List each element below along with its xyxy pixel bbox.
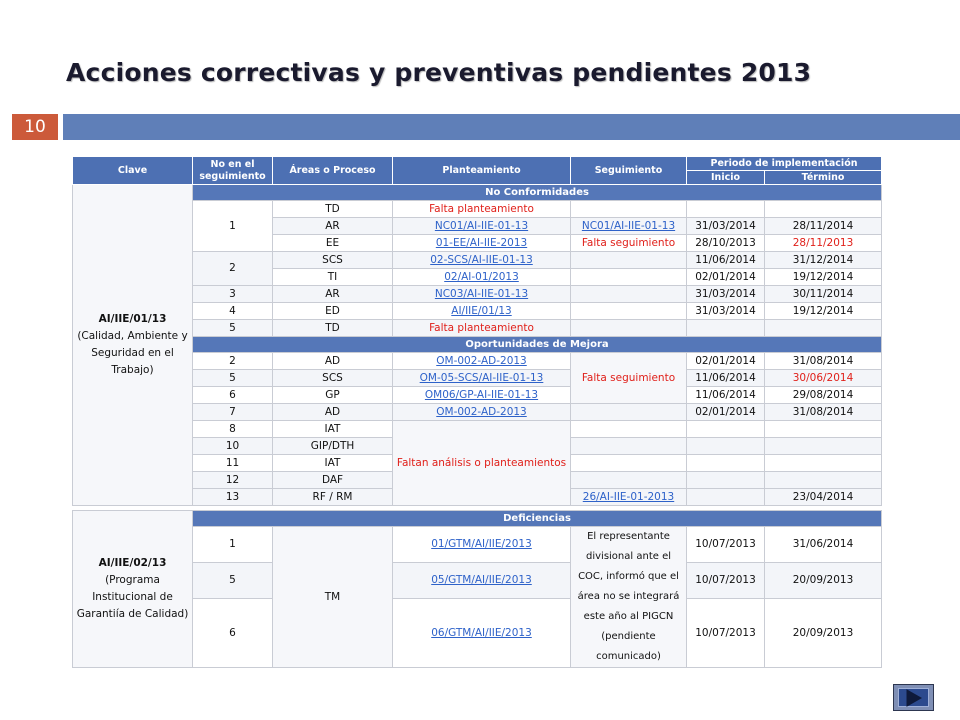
seg-cell [571,269,687,286]
termino-cell [765,472,882,489]
termino-cell: 19/12/2014 [765,303,882,320]
seg-cell [571,404,687,421]
inicio-cell [687,421,765,438]
seg-cell-om: Falta seguimiento [571,353,687,404]
inicio-cell: 10/07/2013 [687,599,765,668]
deficiencias-table [72,510,882,668]
inicio-cell: 11/06/2014 [687,252,765,269]
plan-cell-merged: Faltan análisis o planteamientos [393,421,571,506]
no-cell: 11 [193,455,273,472]
inicio-cell: 28/10/2013 [687,235,765,252]
plan-link[interactable]: 05/GTM/AI/IIE/2013 [431,574,532,587]
area-cell: TI [273,269,393,286]
area-cell: EE [273,235,393,252]
area-cell: TD [273,320,393,337]
seg-cell [687,489,765,506]
page-title: Acciones correctivas y preventivas pendientes 2013 [66,58,812,87]
no-cell: 2 [193,353,273,370]
inicio-cell: 11/06/2014 [687,370,765,387]
clave-cell-1 [73,185,193,506]
termino-cell [765,421,882,438]
plan-link[interactable]: 01-EE/AI-IIE-2013 [435,236,528,249]
inicio-cell: 02/01/2014 [687,269,765,286]
termino-cell: 20/09/2013 [765,563,882,599]
inicio-cell [687,472,765,489]
no-cell: 8 [193,421,273,438]
next-slide-button[interactable] [893,684,934,711]
termino-cell [765,201,882,218]
area-cell: GP [273,387,393,404]
seg-cell [571,455,687,472]
area-cell: DAF [273,472,393,489]
header-seguimiento: Seguimiento [571,157,687,185]
no-cell: 6 [193,387,273,404]
area-cell: AD [273,404,393,421]
next-arrow-icon [905,689,923,707]
inicio-cell: 02/01/2014 [687,353,765,370]
seg-cell: Falta seguimiento [571,235,687,252]
inicio-cell [687,438,765,455]
inicio-cell: 02/01/2014 [687,404,765,421]
no-cell: 1 [193,201,273,252]
plan-link[interactable]: NC01/AI-IIE-01-13 [434,219,529,232]
section-oportunidades: Oportunidades de Mejora [193,337,882,353]
plan-link[interactable]: AI/IIE/01/13 [451,304,512,317]
plan-cell: Falta planteamiento [393,320,571,337]
inicio-cell [687,455,765,472]
termino-cell: 31/08/2014 [765,404,882,421]
termino-cell: 31/08/2014 [765,353,882,370]
plan-link[interactable]: 01/GTM/AI/IIE/2013 [431,538,532,550]
inicio-cell: 31/03/2014 [687,286,765,303]
plan-link[interactable]: 02-SCS/AI-IIE-01-13 [430,253,533,266]
no-cell: 5 [193,370,273,387]
no-cell: 5 [193,563,273,599]
clave-code: AI/IIE/02/13 [98,557,167,569]
title-band [63,114,960,140]
header-clave: Clave [73,157,193,185]
seg-cell [571,320,687,337]
termino-cell: 29/08/2014 [765,387,882,404]
area-cell: AR [273,218,393,235]
no-cell: 3 [193,286,273,303]
seg-cell-def: El representante divisional ante el COC, informó que el área no se integrará este año al PIGCN (pendiente comunicado) [571,527,687,668]
header-no-seguimiento: No en el seguimiento [193,157,273,185]
slide-number: 10 [12,114,58,140]
seg-cell [571,472,687,489]
seg-cell [571,303,687,320]
header-periodo: Periodo de implementación [687,157,882,171]
area-cell: AD [273,353,393,370]
inicio-cell [687,201,765,218]
plan-link[interactable]: OM-002-AD-2013 [436,405,527,418]
inicio-cell [687,320,765,337]
no-cell: 13 [193,489,273,506]
termino-cell: 30/06/2014 [765,370,882,387]
section-deficiencias: Deficiencias [193,511,882,527]
plan-link[interactable]: OM06/GP-AI-IIE-01-13 [424,388,539,401]
clave-description: (Programa Institucional de Garantiía de Calidad) [76,574,189,620]
termino-cell: 31/12/2014 [765,252,882,269]
area-cell-tm: TM [273,527,393,668]
plan-link[interactable]: OM-05-SCS/AI-IIE-01-13 [419,371,544,384]
actions-table [72,156,882,506]
area-cell: SCS [273,252,393,269]
inicio-cell: 31/03/2014 [687,218,765,235]
inicio-cell: 11/06/2014 [687,387,765,404]
header-planteamiento: Planteamiento [393,157,571,185]
plan-link[interactable]: 06/GTM/AI/IIE/2013 [431,626,532,639]
inicio-cell: 23/04/2014 [765,489,882,506]
area-cell: TD [273,201,393,218]
area-cell: RF / RM [273,489,393,506]
area-cell: IAT [273,421,393,438]
no-cell: 12 [193,472,273,489]
plan-link[interactable]: 02/AI-01/2013 [444,270,519,283]
area-cell: GIP/DTH [273,438,393,455]
area-cell: IAT [273,455,393,472]
clave-code: AI/IIE/01/13 [98,313,167,325]
termino-cell: 19/12/2014 [765,269,882,286]
termino-cell: 20/09/2013 [765,599,882,668]
area-cell: AR [273,286,393,303]
header-areas: Áreas o Proceso [273,157,393,185]
termino-cell [765,320,882,337]
header-inicio: Inicio [687,171,765,185]
termino-cell: 28/11/2013 [765,235,882,252]
no-cell: 6 [193,599,273,668]
inicio-cell: 10/07/2013 [687,527,765,563]
plan-link[interactable]: NC03/AI-IIE-01-13 [434,287,529,300]
seg-link[interactable]: NC01/AI-IIE-01-13 [581,219,676,232]
area-cell: SCS [273,370,393,387]
seg-cell [571,201,687,218]
seg-cell [571,438,687,455]
plan-cell: Falta planteamiento [393,201,571,218]
clave-description: (Calidad, Ambiente y Seguridad en el Trabajo) [77,330,188,376]
seg-cell [571,286,687,303]
no-cell: 5 [193,320,273,337]
termino-cell [765,455,882,472]
plan-link[interactable]: OM-002-AD-2013 [436,354,527,367]
section-no-conformidades: No Conformidades [193,185,882,201]
termino-cell: 31/06/2014 [765,527,882,563]
seg-cell [571,252,687,269]
termino-cell: 28/11/2014 [765,218,882,235]
inicio-cell: 10/07/2013 [687,563,765,599]
header-termino: Término [765,171,882,185]
termino-cell: 30/11/2014 [765,286,882,303]
no-cell: 4 [193,303,273,320]
plan-link[interactable]: 26/AI-IIE-01-2013 [582,490,675,503]
inicio-cell: 31/03/2014 [687,303,765,320]
area-cell: ED [273,303,393,320]
termino-cell [765,438,882,455]
no-cell: 2 [193,252,273,286]
no-cell: 7 [193,404,273,421]
no-cell: 10 [193,438,273,455]
seg-cell [571,421,687,438]
clave-cell-2 [73,511,193,668]
no-cell: 1 [193,527,273,563]
